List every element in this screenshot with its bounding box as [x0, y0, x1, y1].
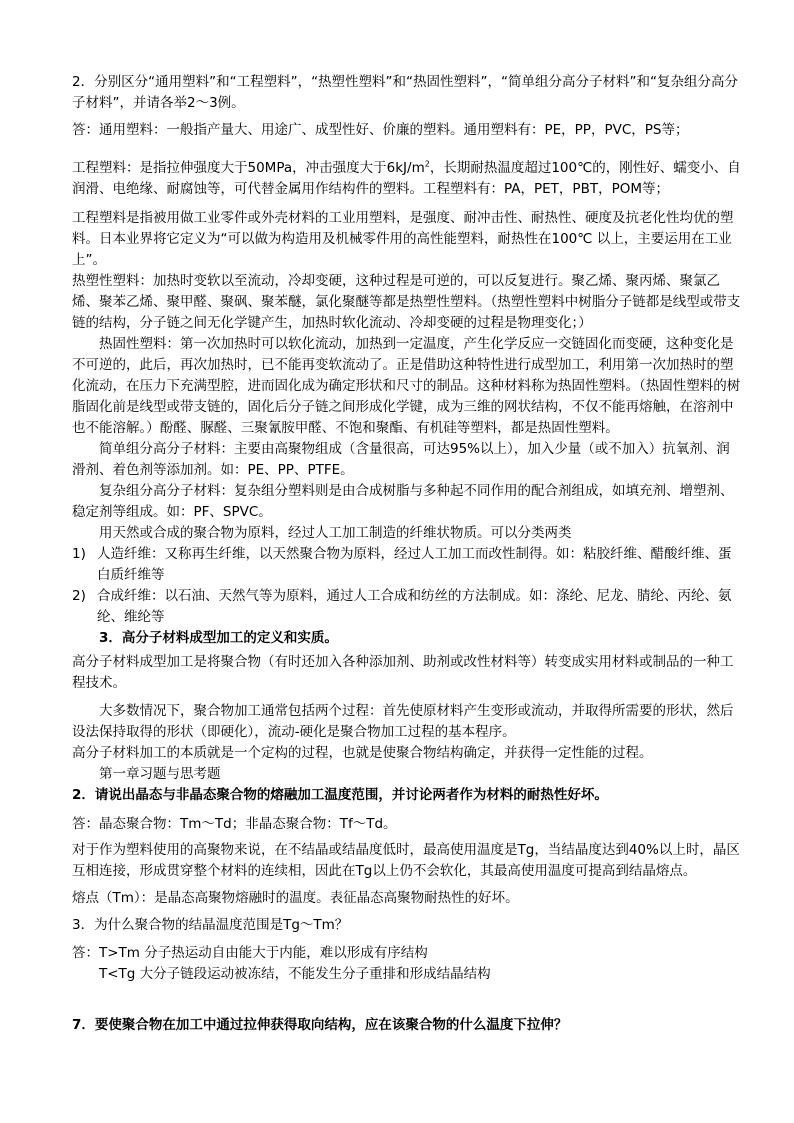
- c2-answer: 答：晶态聚合物：Tm～Td；非晶态聚合物：Tf～Td。: [72, 816, 397, 832]
- q3-essence: 高分子材料加工的本质就是一个定构的过程，也就是使聚合物结构确定，并获得一定性能的过程。: [72, 745, 653, 761]
- c3-answer-line2: T<Tg 大分子链段运动被冻结，不能发生分子重排和形成结晶结构: [99, 966, 491, 982]
- q2-thermoset: 热固性塑料：第一次加热时可以软化流动，加热到一定温度，产生化学反应一交链固化而变硬，这种变化是不可逆的，此后，再次加热时，已不能再变软流动了。正是借助这种特性进行成型加工，利用第一次加热时的塑化流动，在压力下充满型腔，进而固化成为确定形状和尺寸的制品。这种材料称为热固性塑料。（热固性塑料的树脂固化前是线型或带支链的，固化后分子链之间形成化学键，成为三维的网状结构，不仅不能再熔触，在溶剂中也不能溶解。）酚醛、脲醛、三聚氰胺甲醛、不饱和聚酯、有机硅等塑料，都是热固性塑料。: [72, 336, 741, 436]
- list-text: 人造纤维：又称再生纤维，以天然聚合物为原料，经过人工加工而改性制得。如：粘胶纤维、醋酸纤维、蛋白质纤维等: [97, 546, 732, 583]
- eng-text-part1: 工程塑料：是指拉伸强度大于50MPa，冲击强度大于6kJ/m: [72, 160, 425, 176]
- c3-question: 3．为什么聚合物的结晶温度范围是Tg～Tm？: [72, 917, 349, 933]
- q3-definition: 高分子材料成型加工是将聚合物（有时还加入各种添加剂、助剂或改性材料等）转变成实用材料或制品的一种工程技术。: [72, 654, 734, 691]
- list-text: 合成纤维：以石油、天然气等为原料，通过人工合成和纺丝的方法制成。如：涤纶、尼龙、腈纶、丙纶、氨纶、维纶等: [97, 588, 732, 625]
- q2-question: 2．分别区分“通用塑料”和“工程塑料”，“热塑性塑料”和“热固性塑料”，“简单组分高分子材料”和“复杂组分高分子材料”，并请各举2～3例。: [72, 74, 739, 111]
- c3-answer-line1: 答：T>Tm 分子热运动自由能大于内能，难以形成有序结构: [72, 945, 428, 961]
- eng-superscript: 2: [424, 159, 430, 169]
- c2-melting-point: 熔点（Tm）：是晶态高聚物熔融时的温度。表征晶态高聚物耐热性的好坏。: [72, 890, 519, 906]
- q2-engineering-plastics-definition: [72, 158, 742, 200]
- list-number: 2): [72, 588, 86, 604]
- q2-complex-component: 复杂组分高分子材料：复杂组分塑料则是由合成树脂与多种起不同作用的配合剂组成，如填充剂、增塑剂、稳定剂等组成。如：PF、SPVC。: [72, 483, 734, 520]
- c2-detail: 对于作为塑料使用的高聚物来说，在不结晶或结晶度低时，最高使用温度是Tg，当结晶度达到40%以上时，晶区互相连接，形成贯穿整个材料的连续相，因此在Tg以上仍不会软化，其最高使用温度可提高到结晶熔点。: [72, 842, 740, 879]
- q2-simple-component: 简单组分高分子材料：主要由高聚物组成（含量很高，可达95%以上），加入少量（或不加入）抗氧剂、润滑剂、着色剂等添加剂。如：PE、PP、PTFE。: [72, 441, 730, 478]
- chapter-title: 第一章习题与思考题: [99, 766, 221, 782]
- list-number: 1): [72, 546, 86, 562]
- q3-process: 大多数情况下，聚合物加工通常包括两个过程：首先使原材料产生变形或流动，并取得所需要的形状，然后设法保持取得的形状（即硬化），流动-硬化是聚合物加工过程的基本程序。: [72, 703, 734, 740]
- c7-heading: 7．要使聚合物在加工中通过拉伸获得取向结构，应在该聚合物的什么温度下拉伸？: [72, 1017, 568, 1033]
- c2-heading: 2．请说出晶态与非晶态聚合物的熔融加工温度范围，并讨论两者作为材料的耐热性好坏。: [72, 787, 608, 803]
- eng-text-part2: ，长期耐热温度超过100℃的，刚性好、蠕变小、自润滑、电绝缘、耐腐蚀等，可代替金属用作结构件的塑料。工程塑料有：PA，PET，PBT，POM等；: [72, 160, 741, 197]
- q3-heading: 3．高分子材料成型加工的定义和实质。: [99, 630, 338, 646]
- q2-fiber-intro: 用天然或合成的聚合物为原料，经过人工加工制造的纤维状物质。可以分类两类: [99, 525, 572, 541]
- q2-engineering-plastics-industry: 工程塑料是指被用做工业零件或外壳材料的工业用塑料，是强度、耐冲击性、耐热性、硬度及抗老化性均优的塑料。日本业界将它定义为“可以做为构造用及机械零件用的高性能塑料，耐热性在100℃ 以上，主要运用在工业上”。: [72, 210, 734, 268]
- q2-thermoplastic: 热塑性塑料：加热时变软以至流动，冷却变硬，这种过程是可逆的，可以反复进行。聚乙烯、聚丙烯、聚氯乙烯、聚苯乙烯、聚甲醛、聚砜、聚苯醚，氯化聚醚等都是热塑性塑料。（热塑性塑料中树脂分子链都是线型或带支链的结构，分子链之间无化学键产生，加热时软化流动、冷却变硬的过程是物理变化；）: [72, 273, 741, 331]
- q2-answer-general-plastics: 答：通用塑料：一般指产量大、用途广、成型性好、价廉的塑料。通用塑料有：PE，PP，PVC，PS等；: [72, 122, 689, 138]
